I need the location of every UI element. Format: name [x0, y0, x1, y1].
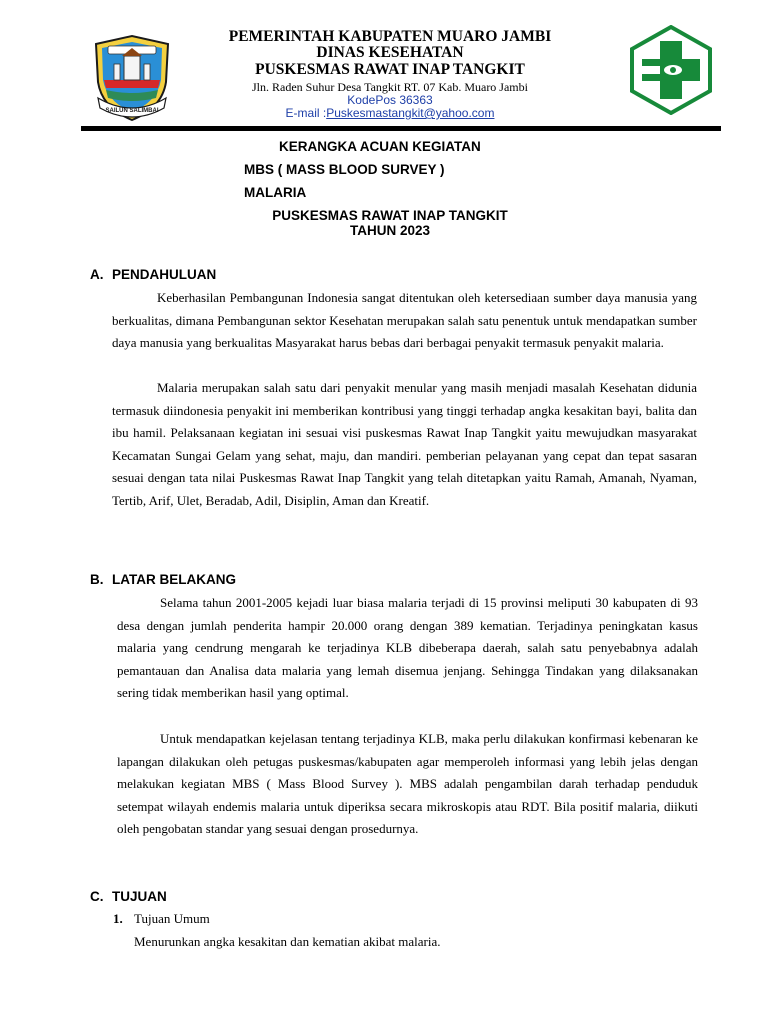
letterhead-department: DINAS KESEHATAN: [316, 44, 464, 61]
section-c-heading: [90, 889, 167, 904]
title-year: TAHUN 2023: [349, 223, 431, 238]
section-c-letter: C.: [90, 889, 104, 904]
email-link[interactable]: Puskesmastangkit@yahoo.com: [326, 106, 495, 120]
tujuan-umum-text: Menurunkan angka kesakitan dan kematian akibat malaria.: [134, 934, 441, 949]
letterhead-address: Jln. Raden Suhur Desa Tangkit RT. 07 Kab. Muaro Jambi: [252, 80, 528, 94]
activity-topic: MALARIA: [244, 185, 307, 200]
tujuan-umum-number: 1.: [113, 911, 123, 926]
section-a-heading: [90, 267, 216, 282]
section-b-paragraph-2: Untuk mendapatkan kejelasan tentang terjadinya KLB, maka perlu dilakukan konfirmasi kebenaran ke lapangan dilakukan oleh petugas puskesmas/kabupaten agar memperoleh informasi yang lebih jelas dengan melakukan kegiatan MBS ( Mass Blood Survey ). MBS adalah pengambilan darah terhadap penduduk setempat wilayah endemis malaria untuk diperiksa secara mikroskopis atau RDT. Bila positif malaria, diikuti oleh pengobatan standar yang sesuai dengan prosedurnya.: [117, 731, 698, 837]
regency-emblem-icon: [90, 32, 174, 122]
letterhead-postcode: KodePos 36363: [347, 93, 433, 107]
letterhead-divider: [81, 126, 721, 131]
letterhead-government: PEMERINTAH KABUPATEN MUARO JAMBI: [228, 28, 552, 45]
svg-text:SAILUN SALIMBAI: SAILUN SALIMBAI: [105, 108, 159, 114]
section-b-title: LATAR BELAKANG: [112, 572, 236, 587]
document-title: KERANGKA ACUAN KEGIATAN: [279, 139, 481, 154]
letterhead-email-line: [190, 106, 590, 120]
activity-name: MBS ( MASS BLOOD SURVEY ): [244, 162, 445, 177]
tujuan-umum-label: Tujuan Umum: [134, 911, 210, 926]
email-label: E-mail :: [285, 106, 327, 120]
letterhead-institution: PUSKESMAS RAWAT INAP TANGKIT: [255, 61, 525, 78]
section-a-paragraph-1: Keberhasilan Pembangunan Indonesia sangat ditentukan oleh ketersediaan sumber daya manusia yang berkualitas, dimana Pembangunan sektor Kesehatan merupakan salah satu penentuk untuk mendapatkan sumber daya manusia yang berkualitas Masyarakat harus bebas dari berbagai penyakit termasuk penyakit malaria.: [112, 290, 697, 351]
section-b-paragraph-1: Selama tahun 2001-2005 kejadi luar biasa malaria terjadi di 15 provinsi meliputi 30 kabupaten di 93 desa dengan jumlah penderita hampir 20.000 orang dengan 389 kematian. Terjadinya peningkatan kasus malaria yang cendrung mengarah ke terjadinya KLB dibeberapa daerah, salah satu penyebabnya adalah pemantauan dan Analisa data malaria yang lemah disemua jenjang. Sehingga Tindakan yang dilaksanakan sering tidak memberikan hasil yang optimal.: [117, 595, 698, 701]
title-institution: PUSKESMAS RAWAT INAP TANGKIT: [272, 208, 508, 223]
section-c-title: TUJUAN: [112, 889, 167, 904]
section-b-heading: [90, 572, 236, 587]
section-a-paragraph-2: Malaria merupakan salah satu dari penyakit menular yang masih menjadi masalah Kesehatan didunia termasuk diindonesia penyakit ini memberikan kontribusi yang tinggi terhadap angka kesakitan bayi, balita dan ibu hamil. Pelaksanaan kegiatan ini sesuai visi puskesmas Rawat Inap Tangkit yaitu mewujudkan masyarakat Kecamatan Sungai Gelam yang sehat, maju, dan mandiri. pemberian pelayanan yang cepat dan tepat sasaran sesuai dengan tata nilai Puskesmas Rawat Inap Tangkit yang telah ditetapkan yaitu Ramah, Amanah, Nyaman, Tertib, Arif, Ulet, Beradab, Adil, Disiplin, Aman dan Kreatif.: [112, 380, 697, 508]
section-a-letter: A.: [90, 267, 104, 282]
tujuan-umum-item: [113, 911, 210, 927]
section-a-title: PENDAHULUAN: [112, 267, 217, 282]
puskesmas-logo-icon: [626, 25, 716, 115]
section-b-letter: B.: [90, 572, 104, 587]
